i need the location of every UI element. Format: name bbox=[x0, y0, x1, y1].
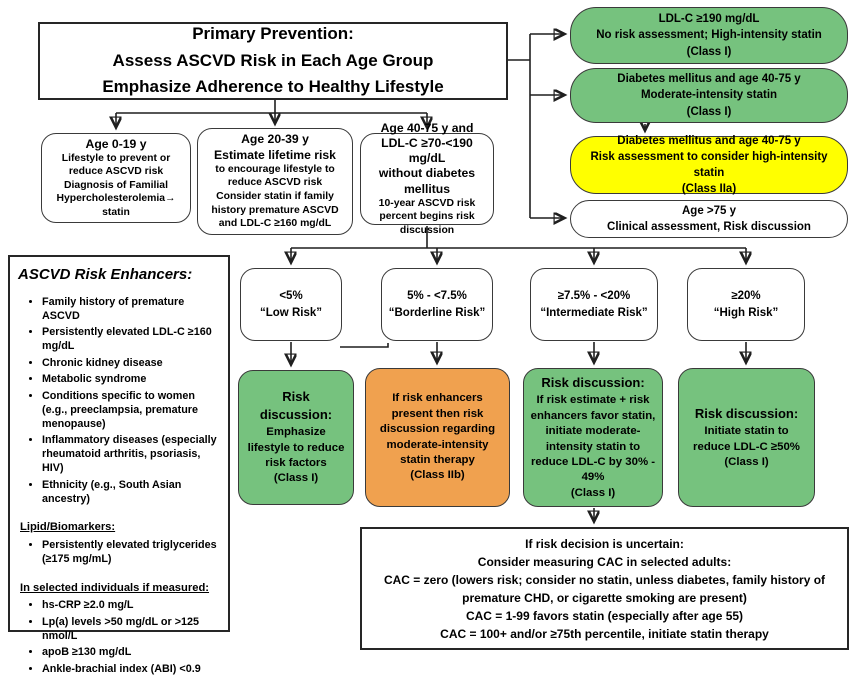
list-item: • Ethnicity (e.g., South Asian ancestry) bbox=[42, 478, 222, 506]
cac-line: CAC = zero (lowers risk; consider no statin, unless diabetes, family history of premature CHD, or cigarette smoking are present) bbox=[383, 572, 826, 605]
list-item: • Inflammatory diseases (especially rheumatoid arthritis, psoriasis, HIV) bbox=[42, 433, 222, 475]
node-text: Moderate-intensity statin bbox=[640, 89, 778, 102]
node-diabetes-high bbox=[570, 136, 848, 194]
node-class-label: (Class I) bbox=[686, 45, 732, 58]
node-text: No risk assessment; High-intensity statin bbox=[596, 29, 822, 42]
node-age-over-75 bbox=[570, 200, 848, 238]
lipid-list bbox=[20, 538, 222, 569]
list-item: • Conditions specific to women (e.g., preeclampsia, premature menopause) bbox=[42, 389, 222, 431]
node-text: Initiate statin to reduce LDL-C ≥50% bbox=[693, 425, 800, 453]
cac-decision-box bbox=[360, 527, 849, 650]
cac-line: Consider measuring CAC in selected adults: bbox=[477, 554, 732, 569]
cac-line: If risk decision is uncertain: bbox=[525, 536, 684, 551]
node-discussion-borderline bbox=[365, 368, 510, 507]
selected-list bbox=[20, 598, 222, 678]
risk-range: ≥20% bbox=[731, 289, 761, 302]
node-text: Diabetes mellitus and age 40-75 y bbox=[617, 73, 801, 86]
node-risk-low bbox=[240, 268, 342, 341]
list-item: • Chronic kidney disease bbox=[42, 356, 222, 370]
node-class-label: (Class I) bbox=[724, 455, 769, 468]
enhancers-list bbox=[20, 295, 222, 509]
node-heading: LDL-C ≥70-<190 mg/dL bbox=[381, 135, 473, 166]
title-box bbox=[38, 22, 508, 100]
node-risk-borderline bbox=[381, 268, 493, 341]
node-text: LDL-C ≥190 mg/dL bbox=[658, 13, 760, 26]
node-text: Emphasize lifestyle to reduce risk factors bbox=[247, 426, 345, 470]
node-heading: Risk discussion: bbox=[541, 374, 645, 390]
panel-heading: ASCVD Risk Enhancers: bbox=[18, 266, 193, 283]
node-text: Diabetes mellitus and age 40-75 y bbox=[617, 134, 801, 147]
selected-individuals-heading: In selected individuals if measured: bbox=[20, 581, 210, 594]
node-text: to encourage lifestyle to reduce ASCVD risk bbox=[215, 163, 335, 189]
node-age-0-19 bbox=[41, 133, 191, 223]
list-item: • Persistently elevated LDL-C ≥160 mg/dL bbox=[42, 325, 222, 353]
node-heading: Estimate lifetime risk bbox=[214, 147, 336, 162]
list-item: • hs-CRP ≥2.0 mg/L bbox=[42, 598, 222, 612]
node-ldl-190 bbox=[570, 7, 848, 64]
node-heading: Risk discussion: bbox=[259, 389, 333, 422]
node-class-label: (Class IIa) bbox=[681, 183, 737, 196]
node-text: Lifestyle to prevent or reduce ASCVD risk bbox=[61, 152, 171, 178]
title-line-1: Primary Prevention: bbox=[192, 24, 354, 44]
node-age-20-39 bbox=[197, 128, 353, 235]
node-age-40-75 bbox=[360, 120, 494, 236]
list-item: • Metabolic syndrome bbox=[42, 372, 222, 386]
node-text: Consider statin if family history premature ASCVD and LDL-C ≥160 mg/dL bbox=[211, 190, 339, 230]
node-discussion-intermediate bbox=[523, 368, 663, 507]
list-item: • Family history of premature ASCVD bbox=[42, 295, 222, 323]
risk-range: ≥7.5% - <20% bbox=[557, 289, 631, 302]
ascvd-risk-enhancers-panel bbox=[8, 255, 230, 675]
node-heading: Age 40-75 y and bbox=[380, 120, 474, 135]
risk-label: “High Risk” bbox=[713, 306, 779, 319]
node-class-label: (Class I) bbox=[686, 105, 732, 118]
node-text: If risk estimate + risk enhancers favor statin, initiate moderate-intensity statin to reduce LDL-C by 30% - 49% bbox=[530, 394, 656, 484]
risk-label: “Intermediate Risk” bbox=[540, 306, 648, 319]
node-text: 10-year ASCVD risk percent begins risk discussion bbox=[378, 197, 476, 236]
node-discussion-low bbox=[238, 370, 354, 505]
node-discussion-high bbox=[678, 368, 815, 507]
node-text: Diagnosis of Familial Hypercholesterolemia→ statin bbox=[56, 179, 176, 218]
node-text: Risk assessment to consider high-intensity statin bbox=[590, 150, 828, 179]
node-class-label: (Class IIb) bbox=[410, 469, 465, 482]
node-risk-high bbox=[687, 268, 805, 341]
cac-line: CAC = 100+ and/or ≥75th percentile, initiate statin therapy bbox=[440, 626, 769, 641]
cac-line: CAC = 1-99 favors statin (especially after age 55) bbox=[465, 608, 744, 623]
node-diabetes-moderate bbox=[570, 68, 848, 123]
list-item: • Persistently elevated triglycerides (≥175 mg/mL) bbox=[42, 538, 222, 566]
node-heading: Age 0-19 y bbox=[85, 136, 147, 151]
node-class-label: (Class I) bbox=[273, 472, 319, 485]
title-line-3: Emphasize Adherence to Healthy Lifestyle bbox=[102, 77, 444, 97]
node-text: Clinical assessment, Risk discussion bbox=[607, 221, 811, 233]
risk-label: “Low Risk” bbox=[260, 306, 322, 319]
list-item: • apoB ≥130 mg/dL bbox=[42, 645, 222, 659]
risk-range: <5% bbox=[279, 289, 303, 302]
node-risk-intermediate bbox=[530, 268, 658, 341]
node-heading: Risk discussion: bbox=[694, 405, 799, 421]
risk-label: “Borderline Risk” bbox=[388, 306, 486, 319]
node-heading: Age 20-39 y bbox=[241, 132, 309, 147]
list-item: • Lp(a) levels >50 mg/dL or >125 nmol/L bbox=[42, 615, 222, 643]
list-item: • Ankle-brachial index (ABI) <0.9 bbox=[42, 662, 222, 676]
risk-range: 5% - <7.5% bbox=[407, 289, 467, 302]
lipid-biomarkers-heading: Lipid/Biomarkers: bbox=[20, 521, 116, 534]
node-text: If risk enhancers present then risk discussion regarding moderate-intensity statin therapy bbox=[379, 392, 496, 466]
node-class-label: (Class I) bbox=[570, 486, 616, 499]
node-heading: without diabetes mellitus bbox=[378, 166, 476, 196]
title-line-2: Assess ASCVD Risk in Each Age Group bbox=[112, 50, 434, 70]
node-text: Age >75 y bbox=[681, 204, 737, 217]
